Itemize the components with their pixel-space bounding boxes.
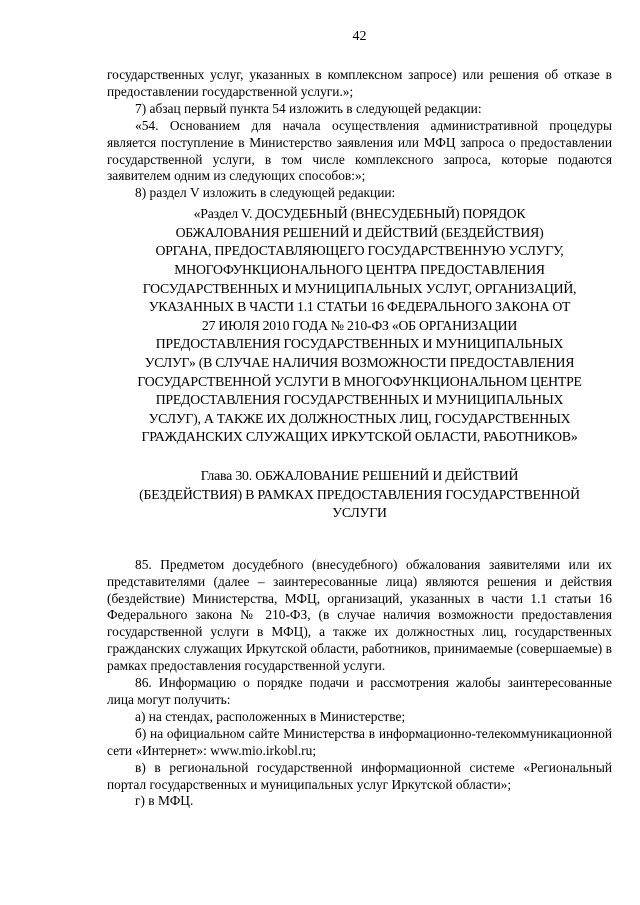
paragraph-85: 85. Предметом досудебного (внесудебного) обжалования заявителями или их представителями (далее – заинтересованные лица) являются решения и действия (бездействие) Министерства, МФЦ, организаций, указанных в части 1.1 статьи 16 Федерального закона № 210-ФЗ, (в случае наличия возможности предоставления государственной услуги в МФЦ), а также их должностных лиц, государственных гражданских служащих Иркутской области, работников, принимаемые (совершаемые) в рамках предоставления государственной услуги. xyxy=(107,556,612,674)
list-item-b: б) на официальном сайте Министерства в информационно-телекоммуникационной сети «Интернет»: www.mio.irkobl.ru; xyxy=(107,725,612,758)
section-heading-line: ОРГАНА, ПРЕДОСТАВЛЯЮЩЕГО ГОСУДАРСТВЕННУЮ УСЛУГУ, xyxy=(155,243,564,259)
paragraph-quote-54: «54. Основанием для начала осуществления административной процедуры является поступление в Министерство заявления или МФЦ запроса о предоставлении государственной услуги, в том числе комплексного запроса, которые подаются заявителем одним из следующих способов:»; xyxy=(107,117,612,184)
section-heading-line: ПРЕДОСТАВЛЕНИЯ ГОСУДАРСТВЕННЫХ И МУНИЦИПАЛЬНЫХ xyxy=(155,336,564,352)
section-heading-line: МНОГОФУНКЦИОНАЛЬНОГО ЦЕНТРА ПРЕДОСТАВЛЕНИЯ xyxy=(174,262,545,278)
page-number: 42 xyxy=(352,29,367,44)
spacer xyxy=(107,523,612,557)
list-item-a: а) на стендах, расположенных в Министерстве; xyxy=(135,708,406,724)
document-page xyxy=(107,28,612,810)
paragraph-continuation: государственных услуг, указанных в комплексном запросе) или решения об отказе в предоставлении государственной услуги.»; xyxy=(107,67,612,99)
section-heading-line: УСЛУГ» (В СЛУЧАЕ НАЛИЧИЯ ВОЗМОЖНОСТИ ПРЕДОСТАВЛЕНИЯ xyxy=(144,355,575,370)
paragraph-item-7: 7) абзац первый пункта 54 изложить в следующей редакции: xyxy=(135,100,482,116)
chapter-heading-line: Глава 30. ОБЖАЛОВАНИЕ РЕШЕНИЙ И ДЕЙСТВИЙ xyxy=(200,467,519,483)
section-heading-line: ОБЖАЛОВАНИЯ РЕШЕНИЙ И ДЕЙСТВИЙ (БЕЗДЕЙСТВИЯ) xyxy=(175,224,544,240)
paragraph-item-8: 8) раздел V изложить в следующей редакции: xyxy=(135,185,396,201)
list-item-v: в) в региональной государственной информационной системе «Региональный портал государственных и муниципальных услуг Иркутской области»; xyxy=(107,759,612,792)
section-heading-line: ПРЕДОСТАВЛЕНИЯ ГОСУДАРСТВЕННЫХ И МУНИЦИПАЛЬНЫХ xyxy=(155,392,564,408)
section-heading xyxy=(107,205,612,447)
paragraph-86: 86. Информацию о порядке подачи и рассмотрения жалобы заинтересованные лица могут получить: xyxy=(107,675,612,707)
section-heading-line: УСЛУГ), А ТАКЖЕ ИХ ДОЛЖНОСТНЫХ ЛИЦ, ГОСУДАРСТВЕННЫХ xyxy=(148,410,571,426)
section-heading-line: УКАЗАННЫХ В ЧАСТИ 1.1 СТАТЬИ 16 ФЕДЕРАЛЬНОГО ЗАКОНА ОТ xyxy=(148,299,571,315)
section-heading-line: ГРАЖДАНСКИХ СЛУЖАЩИХ ИРКУТСКОЙ ОБЛАСТИ, РАБОТНИКОВ» xyxy=(141,429,578,445)
section-heading-line: ГОСУДАРСТВЕННОЙ УСЛУГИ В МНОГОФУНКЦИОНАЛЬНОМ ЦЕНТРЕ xyxy=(137,373,582,389)
section-heading-line: «Раздел V. ДОСУДЕБНЫЙ (ВНЕСУДЕБНЫЙ) ПОРЯДОК xyxy=(193,206,526,222)
chapter-heading xyxy=(107,467,612,523)
section-heading-line: ГОСУДАРСТВЕННЫХ И МУНИЦИПАЛЬНЫХ УСЛУГ, ОРГАНИЗАЦИЙ, xyxy=(142,280,577,296)
section-heading-line: 27 ИЮЛЯ 2010 ГОДА № 210-ФЗ «ОБ ОРГАНИЗАЦИИ xyxy=(201,317,518,333)
list-item-g: г) в МФЦ. xyxy=(135,793,194,809)
chapter-heading-line: УСЛУГИ xyxy=(332,505,387,521)
chapter-heading-line: (БЕЗДЕЙСТВИЯ) В РАМКАХ ПРЕДОСТАВЛЕНИЯ ГОСУДАРСТВЕННОЙ xyxy=(139,486,580,502)
